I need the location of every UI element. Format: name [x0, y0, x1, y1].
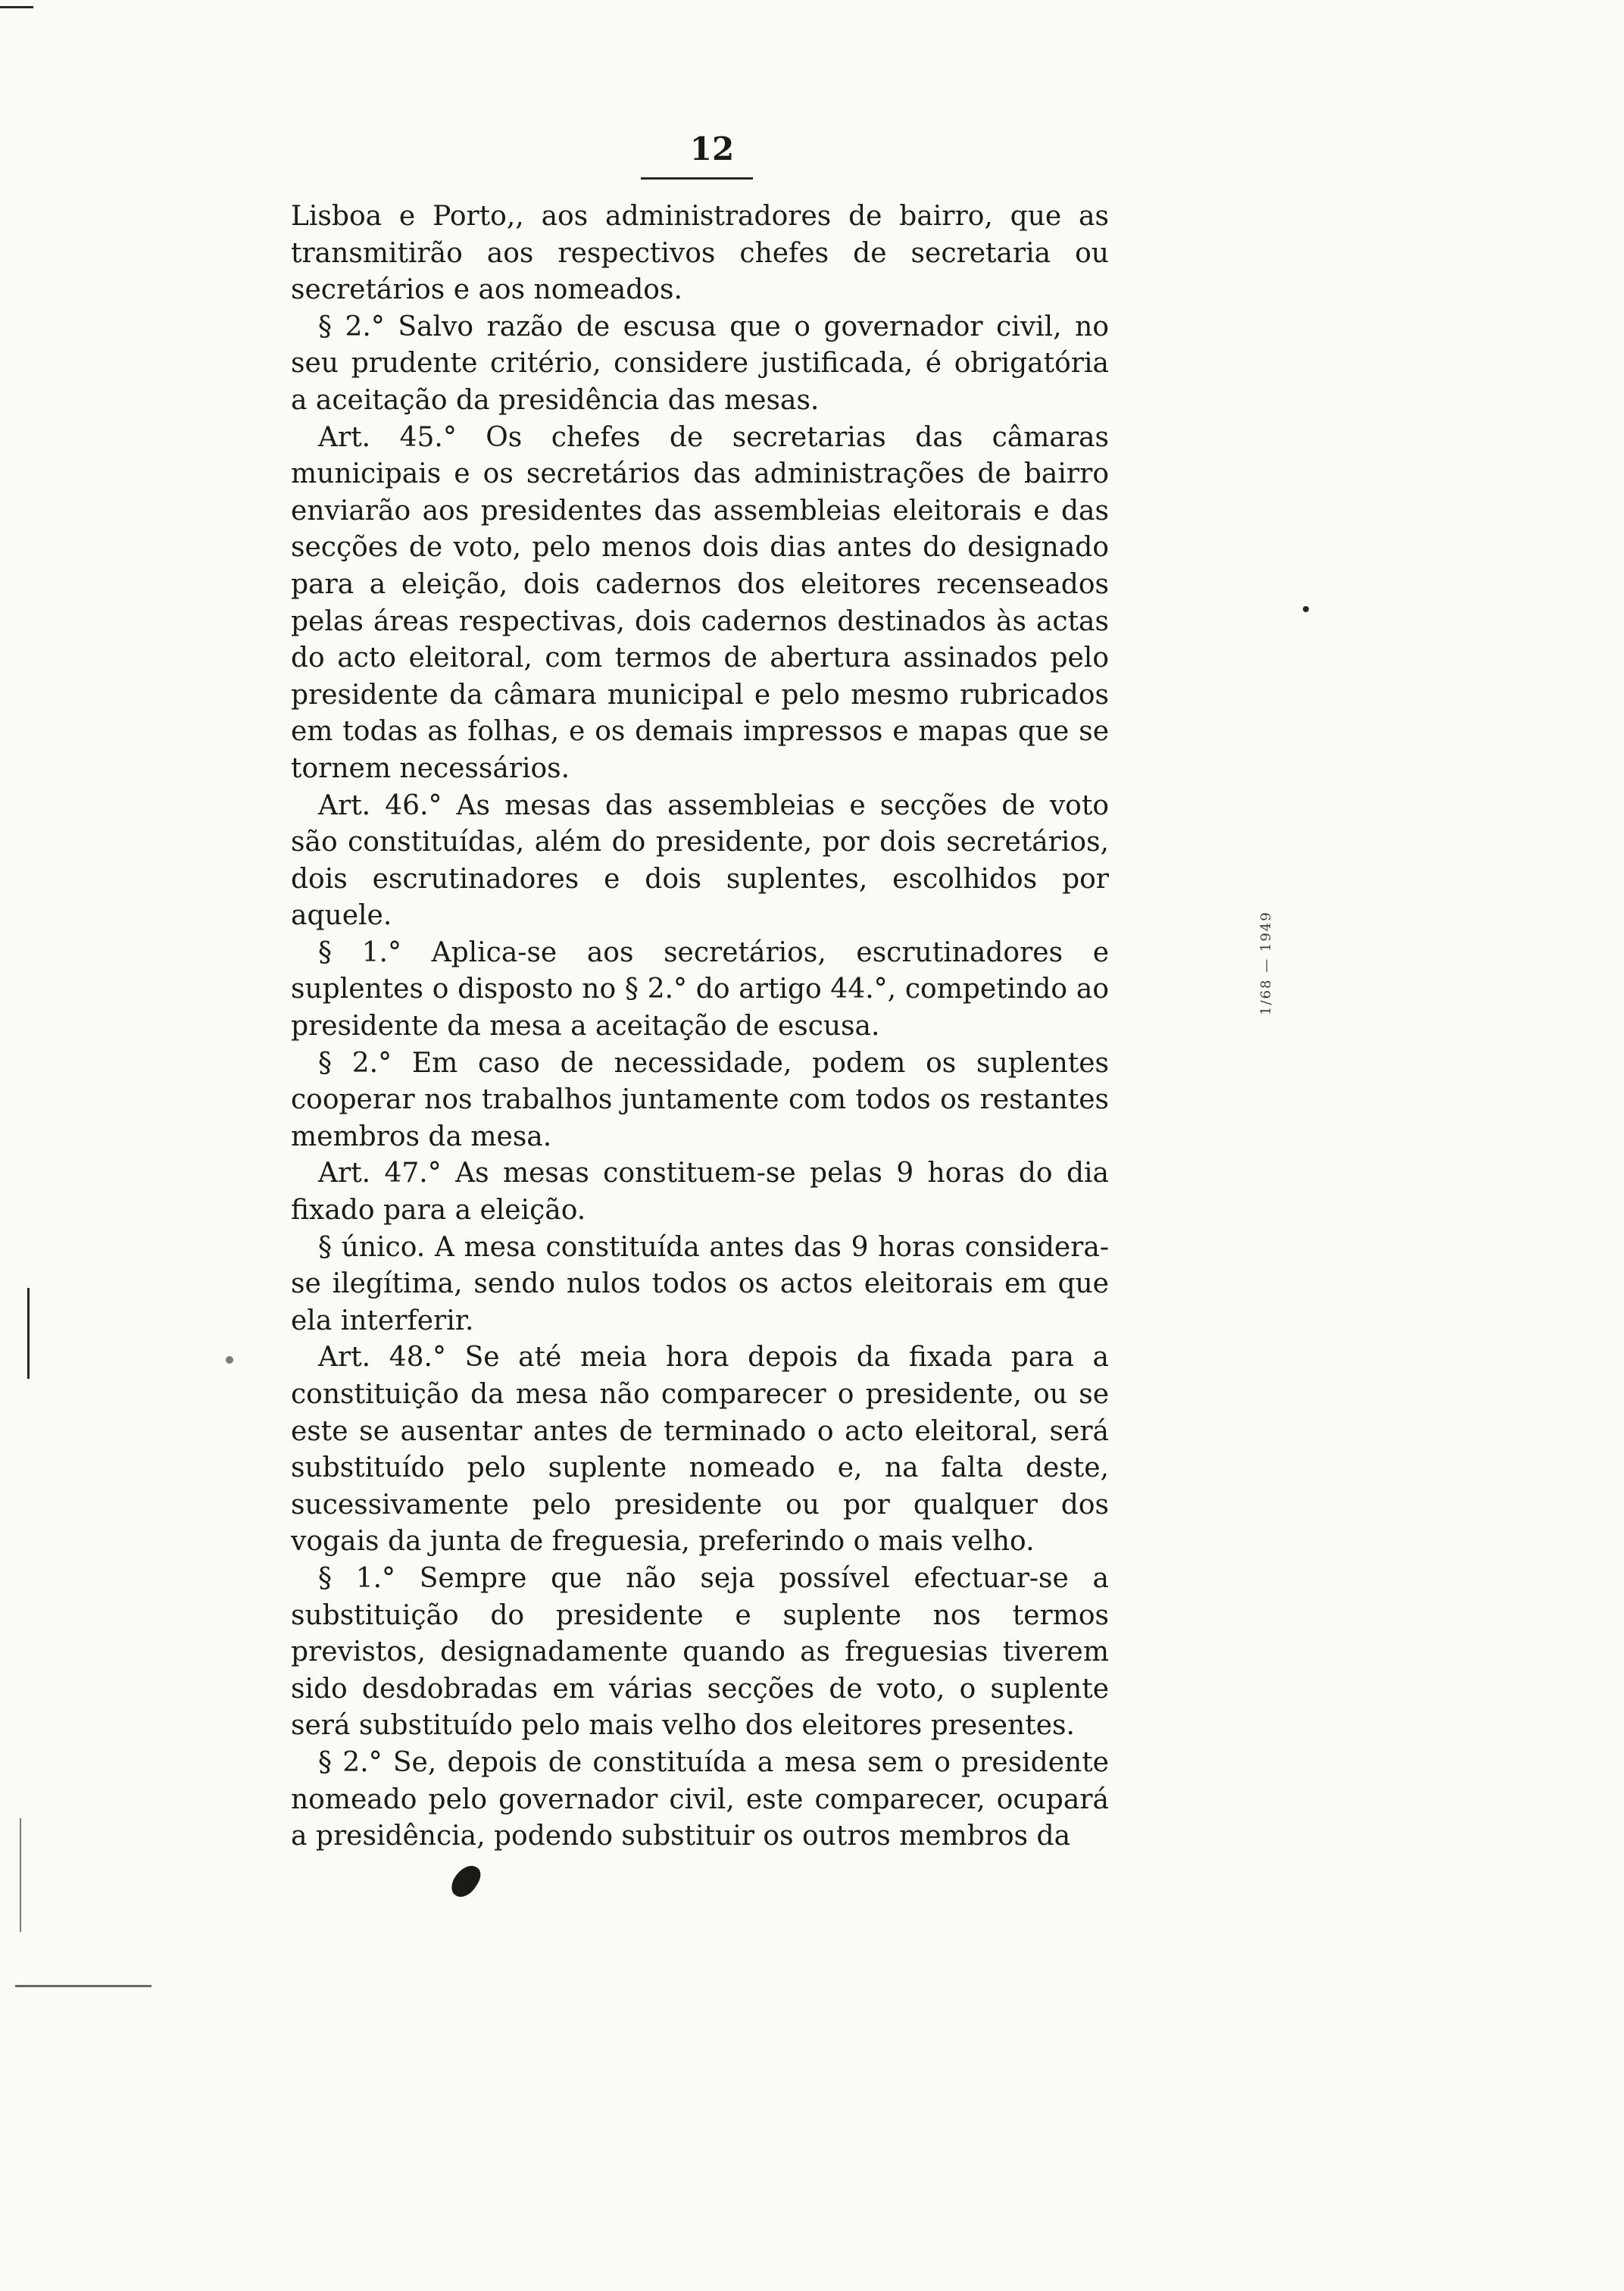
page-number: 12 — [689, 130, 735, 167]
paragraph-art44-par2: § 2.° Salvo razão de escusa que o governador civil, no seu prudente critério, considere justificada, é obrigatória a aceitação da presidência das mesas. — [291, 311, 1109, 416]
paragraph-art47-unico: § único. A mesa constituída antes das 9 horas considera-se ilegítima, sendo nulos todos os actos eleitorais em que ela interferir. — [291, 1231, 1109, 1336]
body-text — [291, 198, 1109, 1855]
paragraph-art46: Art. 46.° As mesas das assembleias e secções de voto são constituídas, além do presidente, por dois secretários, dois escrutinadores e dois suplentes, escolhidos por aquele. — [291, 789, 1109, 932]
left-margin-mark — [27, 1288, 30, 1379]
bottom-left-scan-mark — [15, 1985, 151, 1987]
paragraph-art48-par1: § 1.° Sempre que não seja possível efectuar-se a substituição do presidente e suplente nos termos previstos, designadamente quando as freguesias tiverem sido desdobradas em várias secções de voto, o suplente será substituído pelo mais velho dos eleitores presentes. — [291, 1562, 1109, 1742]
margin-dot — [226, 1356, 233, 1364]
corner-scan-mark — [0, 6, 33, 8]
paragraph-art46-par2: § 2.° Em caso de necessidade, podem os suplentes cooperar nos trabalhos juntamente com todos os restantes membros da mesa. — [291, 1047, 1109, 1152]
page-number-rule — [641, 177, 753, 180]
paragraph-art48: Art. 48.° Se até meia hora depois da fixada para a constituição da mesa não comparecer o presidente, ou se este se ausentar antes de terminado o acto eleitoral, será substituído pelo suplente nomeado e, na falta deste, sucessivamente pelo presidente ou por qualquer dos vogais da junta de freguesia, preferindo o mais velho. — [291, 1342, 1109, 1558]
paragraph-art46-par1: § 1.° Aplica-se aos secretários, escrutinadores e suplentes o disposto no § 2.° do artigo 44.°, competindo ao presidente da mesa a aceitação de escusa. — [291, 936, 1109, 1042]
margin-stamp: 1/68 — 1949 — [1258, 911, 1274, 1015]
ink-blot — [447, 1861, 485, 1902]
margin-dot — [1303, 606, 1309, 612]
paragraph-art45: Art. 45.° Os chefes de secretarias das câmaras municipais e os secretários das administrações de bairro enviarão aos presidentes das assembleias eleitorais e das secções de voto, pelo menos dois dias antes do designado para a eleição, dois cadernos dos eleitores recenseados pelas áreas respectivas, dois cadernos destinados às actas do acto eleitoral, com termos de abertura assinados pelo presidente da câmara municipal e pelo mesmo rubricados em todas as folhas, e os demais impressos e mapas que se tornem necessários. — [291, 421, 1109, 784]
left-margin-mark — [20, 1818, 21, 1932]
paragraph-art48-par2: § 2.° Se, depois de constituída a mesa sem o presidente nomeado pelo governador civil, este comparecer, ocupará a presidência, podendo substituir os outros membros da — [291, 1746, 1109, 1852]
paragraph-art47: Art. 47.° As mesas constituem-se pelas 9 horas do dia fixado para a eleição. — [291, 1158, 1109, 1227]
paragraph-continuation: Lisboa e Porto,, aos administradores de bairro, que as transmitirão aos respectivos chefes de secretaria ou secretários e aos nomeados. — [291, 201, 1109, 306]
